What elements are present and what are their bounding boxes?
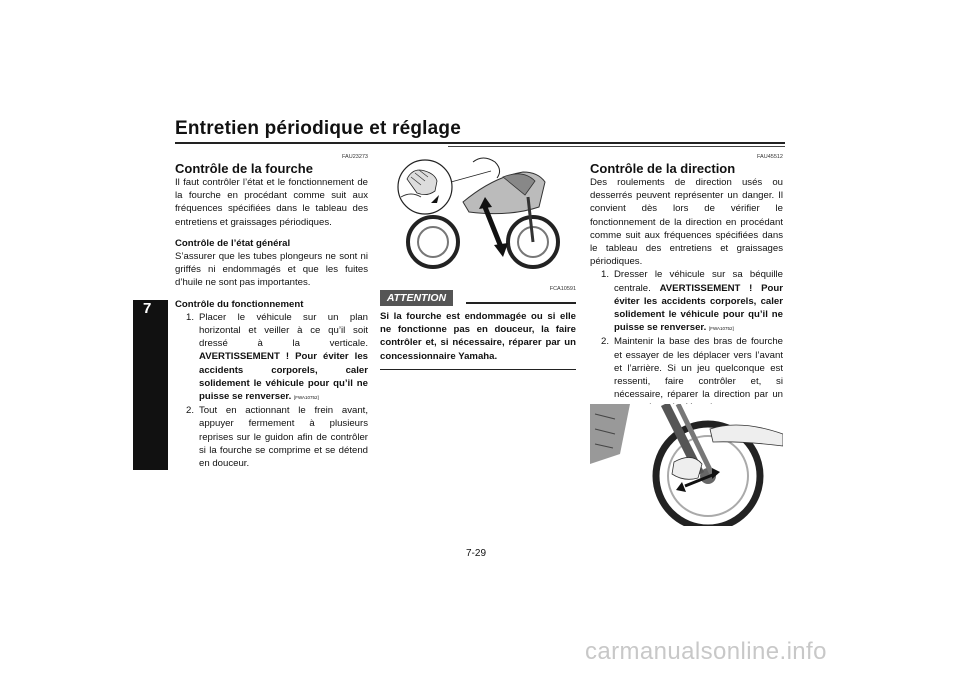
attention-box [380, 290, 576, 370]
section-code: FAU23273 [342, 154, 368, 160]
warning-text: AVERTISSEMENT ! Pour éviter les accidents corporels, caler solidement le véhicule pour qu’il ne puisse se renverser. [614, 282, 783, 334]
list-number: 1. [601, 269, 610, 281]
warning-text: AVERTISSEMENT ! Pour éviter les accidents corporels, caler solidement le véhicule pour qu’il ne puisse se renverser. [199, 351, 368, 403]
list-item [175, 404, 368, 470]
left-column [175, 154, 368, 470]
page-number: 7-29 [466, 548, 487, 559]
page-title: Entretien périodique et réglage [175, 118, 461, 139]
warning-code: [FWA10752] [293, 395, 319, 401]
list-text: Dresser le véhicule sur sa béquille centrale. [614, 269, 783, 294]
list-text: Tout en actionnant le frein avant, appuyer fermement à plusieurs reprises sur le guidon afin de contrôler si la fourche se comprime et se détend en douceur. [199, 405, 368, 470]
list-number: 1. [186, 311, 195, 323]
title-rule-secondary [448, 146, 785, 147]
section-heading-fork: Contrôle de la fourche [175, 161, 313, 176]
attention-rule [466, 302, 576, 304]
motorcycle-illustration [393, 157, 573, 272]
warning-code: [FWA10752] [708, 326, 734, 332]
list-item [175, 311, 368, 404]
list-item [590, 268, 783, 335]
general-text: S’assurer que les tubes plongeurs ne sont ni griffés ni endommagés et que les fuites d’huile ne sont pas importantes. [175, 251, 368, 289]
attention-text: Si la fourche est endommagée ou si elle ne fonctionne pas en douceur, la faire contrôler et, si nécessaire, réparer par un concessionnaire Yamaha. [380, 311, 576, 362]
right-column [590, 154, 783, 415]
chapter-tab-label: 7 [143, 300, 152, 317]
steering-intro: Des roulements de direction usés ou desserrés peuvent représenter un danger. Il convient dès lors de vérifier le fonctionnement de la direction en procédant comme suit aux fréquences spécifiées dans le tableau des entretiens et graissages périodiques. [590, 177, 783, 268]
list-text: Maintenir la base des bras de fourche et essayer de les déplacer vers l’avant et l’arrière. Si un jeu quelconque est ressenti, faire contrôler et, si nécessaire, réparer la direction par un [614, 336, 783, 401]
attention-code: FCA10591 [549, 286, 576, 292]
section-heading-steering: Contrôle de la direction [590, 161, 736, 176]
list-number: 2. [601, 336, 610, 348]
section-code: FAU45512 [757, 154, 783, 160]
title-rule [175, 142, 785, 144]
attention-rule-bottom [380, 369, 576, 371]
list-item [590, 335, 783, 414]
fork-intro: Il faut contrôler l’état et le fonctionnement de la fourche en procédant comme suit aux fréquences spécifiées dans le tableau des entretiens et graissages périodiques. [175, 177, 368, 228]
subheading-general: Contrôle de l’état général [175, 237, 291, 249]
front-wheel-illustration [590, 404, 783, 526]
subheading-operation: Contrôle du fonctionnement [175, 298, 304, 310]
chapter-tab [133, 300, 168, 470]
attention-label: ATTENTION [380, 290, 453, 306]
list-number: 2. [186, 405, 195, 417]
list-text: Placer le véhicule sur un plan horizontal et veiller à ce qu’il soit dressé à la verticale. [199, 311, 368, 350]
watermark: carmanualsonline.info [585, 638, 827, 665]
